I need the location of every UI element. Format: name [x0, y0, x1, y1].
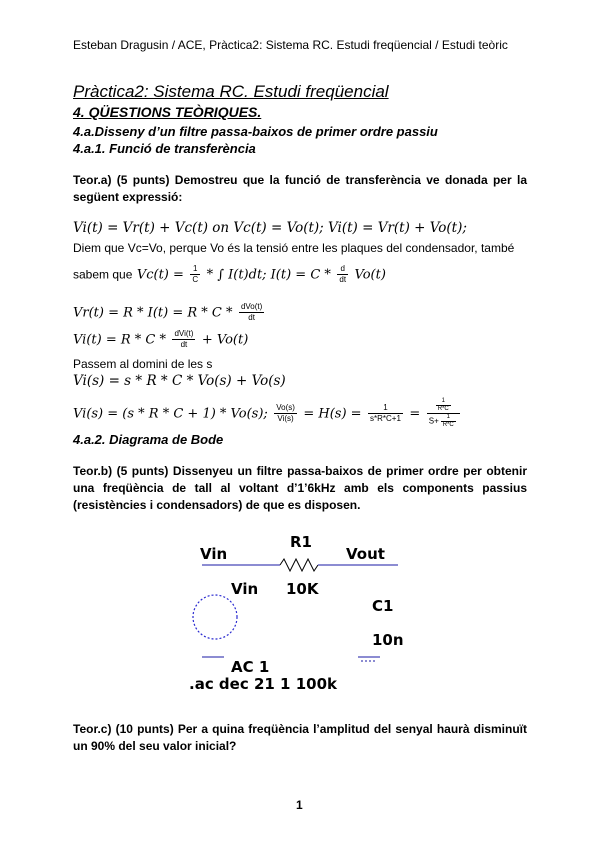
label-r1: R1 — [290, 533, 312, 551]
text-passem: Passem al domini de les s — [73, 357, 213, 371]
eq2-f2-den: dt — [339, 275, 347, 284]
eq6-f3-denominator — [427, 414, 460, 429]
label-r-value: 10K — [286, 580, 319, 598]
eq2-f1-num: 1 — [190, 264, 200, 275]
label-vin-source: Vin — [231, 580, 259, 598]
eq6-f3-s: S+ — [428, 416, 439, 426]
label-vout: Vout — [346, 545, 385, 563]
eq6-f2-num: 1 — [368, 403, 403, 414]
subsection-4a2: 4.a.2. Diagrama de Bode — [73, 432, 224, 447]
equation-1: Vi(t) = Vr(t) + Vc(t) on Vc(t) = Vo(t); Vi(t) = Vr(t) + Vo(t); — [73, 220, 467, 236]
eq2-f2-num: d — [337, 264, 348, 275]
voltage-source-icon — [193, 595, 237, 639]
eq4-num: dVi(t) — [174, 329, 194, 338]
question-teor-a: Teor.a) (5 punts) Demostreu que la funció de transferència ve donada per la següent expressió: — [73, 173, 527, 204]
eq2-part-a: Vc(t) = — [136, 267, 184, 283]
equation-5: Vi(s) = s * R * C * Vo(s) + Vo(s) — [73, 373, 286, 389]
eq4-part-b: + Vo(t) — [201, 332, 249, 348]
label-c-value: 10n — [372, 631, 404, 649]
resistor-icon — [280, 559, 318, 571]
document-title: Pràctica2: Sistema RC. Estudi freqüencial — [73, 82, 389, 101]
eq6-f3-den-frac — [441, 414, 456, 429]
eq4-den: dt — [180, 340, 188, 349]
eq6-part-c: = — [409, 406, 421, 422]
equation-2 — [73, 264, 386, 285]
section-heading: 4. QÜESTIONS TEÒRIQUES. — [73, 104, 262, 120]
eq3-fraction — [239, 302, 264, 323]
equation-3 — [73, 302, 266, 323]
text-sabem: sabem que — [73, 267, 133, 282]
label-vin-input: Vin — [200, 545, 228, 563]
eq2-f1-den: C — [192, 275, 199, 284]
label-directive: .ac dec 21 1 100k — [189, 675, 338, 693]
eq4-fraction — [172, 329, 195, 350]
eq2-part-b: * ∫ I(t)dt; I(t) = C * — [206, 267, 331, 283]
eq2-fraction-1 — [190, 264, 200, 285]
equation-6 — [73, 398, 462, 429]
eq6-f3-numerator — [427, 398, 460, 414]
eq2-fraction-2 — [337, 264, 348, 285]
eq6-f3-num-den: R*C — [437, 406, 449, 412]
question-teor-b: Teor.b) (5 punts) Dissenyeu un filtre passa-baixos de primer ordre per obtenir una freqüència de tall al voltant d’1’6kHz amb els components passius (resistències i condensadors) de que es disposen. — [73, 464, 527, 512]
eq2-part-c: Vo(t) — [354, 267, 386, 283]
eq6-f1-den: Vi(s) — [277, 414, 294, 423]
eq6-fraction-2 — [368, 403, 403, 424]
label-ac: AC 1 — [231, 658, 270, 676]
circuit-schematic — [180, 528, 440, 698]
page-number: 1 — [296, 798, 303, 812]
page-header: Esteban Dragusin / ACE, Pràctica2: Sistema RC. Estudi freqüencial / Estudi teòric — [73, 38, 508, 52]
eq6-f2-den: s*R*C+1 — [370, 414, 401, 423]
text-diem: Diem que Vc=Vo, perque Vo és la tensió entre les plaques del condensador, també — [73, 241, 515, 255]
equation-4 — [73, 329, 248, 350]
subsection-4a: 4.a.Disseny d’un filtre passa-baixos de primer ordre passiu — [73, 124, 438, 139]
eq4-part-a: Vi(t) = R * C * — [73, 332, 166, 348]
question-teor-c: Teor.c) (10 punts) Per a quina freqüència l’amplitud del senyal haurà disminuït un 90% del seu valor inicial? — [73, 722, 527, 753]
eq6-f1-num: Vo(s) — [276, 403, 295, 412]
eq6-f3-den-den: R*C — [442, 422, 454, 428]
eq6-f3-num-frac — [436, 398, 451, 413]
eq6-fraction-3 — [427, 398, 460, 429]
eq6-part-a: Vi(s) = (s * R * C + 1) * Vo(s); — [73, 406, 268, 422]
eq3-den: dt — [248, 313, 255, 322]
eq3-num: dVo(t) — [240, 302, 263, 311]
eq6-part-b: = H(s) = — [303, 406, 362, 422]
eq3-part-a: Vr(t) = R * I(t) = R * C * — [73, 305, 233, 321]
label-c1: C1 — [372, 597, 394, 615]
eq6-fraction-1 — [274, 403, 297, 424]
eq6-f3-den-num: 1 — [441, 414, 456, 422]
eq6-f3-num-num: 1 — [436, 398, 451, 406]
subsection-4a1: 4.a.1. Funció de transferència — [73, 141, 256, 156]
